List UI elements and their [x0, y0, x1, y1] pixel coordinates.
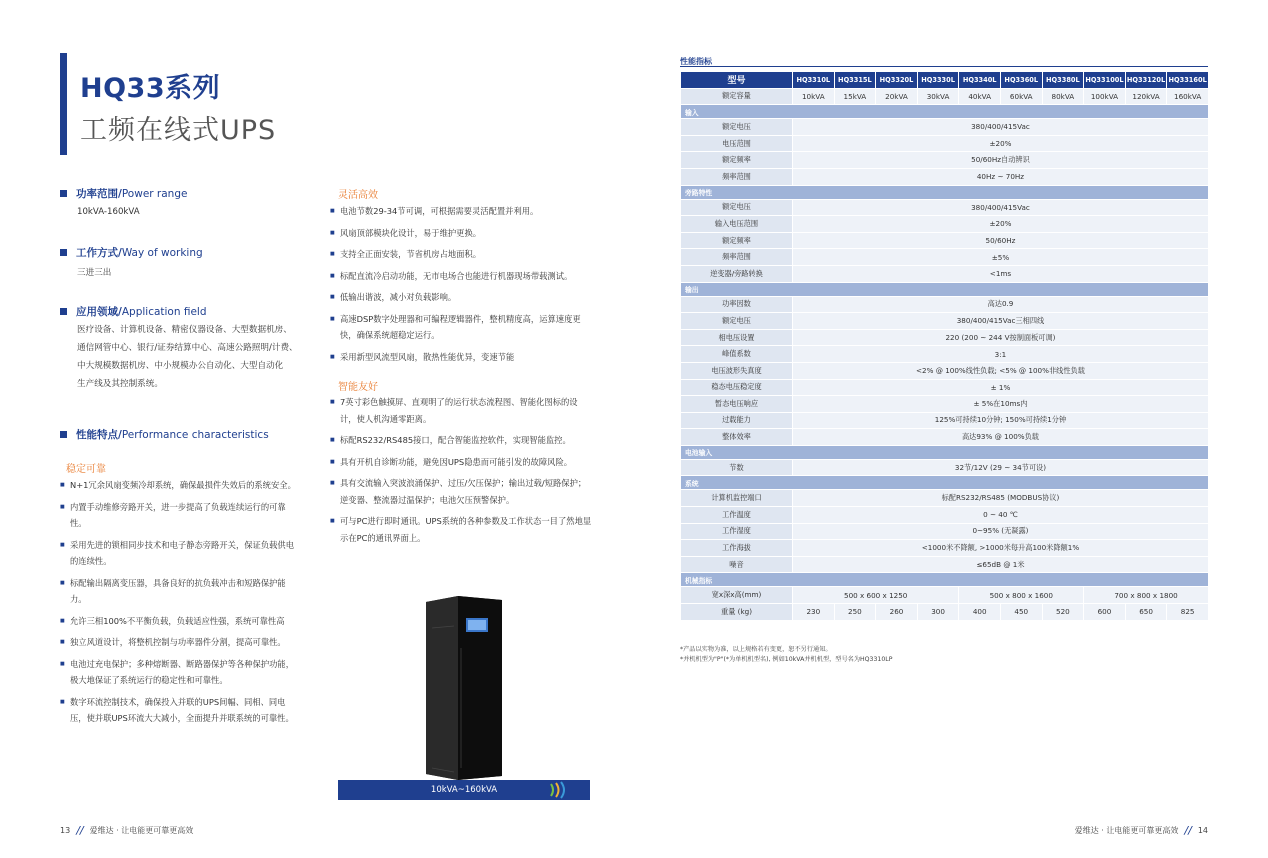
row-value: 50/60Hz自动辨识: [793, 152, 1209, 169]
model-name: HQ3315L: [834, 72, 876, 89]
section-square-icon: [60, 249, 67, 256]
row-label: 额定电压: [681, 119, 793, 136]
smart-heading: 智能友好: [338, 382, 378, 393]
table-row: [681, 135, 1209, 152]
text-line: 通信网管中心、银行/证券结算中心、高速公路照明/计费、: [77, 343, 298, 353]
table-row: [681, 296, 1209, 313]
section-row: [681, 105, 1209, 119]
model-name: HQ3320L: [876, 72, 918, 89]
series-title: HQ33系列: [80, 73, 221, 104]
section-square-icon: [60, 190, 67, 197]
section-row: [681, 573, 1209, 587]
row-value: <1ms: [793, 265, 1209, 282]
list-item: ■ 具有交流输入突波浪涌保护、过压/欠压保护；输出过载/短路保护；逆变器、整流器过温保护；电池欠压预警保护。: [330, 475, 592, 508]
model-name: HQ3380L: [1042, 72, 1084, 89]
capacity-cell: 160kVA: [1167, 88, 1209, 105]
weight-cell: 250: [834, 604, 876, 621]
row-value: 32节/12V (29 ~ 34节可设): [793, 459, 1209, 476]
row-label: 频率范围: [681, 249, 793, 266]
list-item: ■ 低输出谐波，减小对负载影响。: [330, 289, 592, 306]
row-value: <2% @ 100%线性负载; <5% @ 100%非线性负载: [793, 362, 1209, 379]
section-title-en: Application field: [121, 305, 207, 318]
weight-cell: 650: [1125, 604, 1167, 621]
row-value: 220 (200 ~ 244 V按制面板可调): [793, 329, 1209, 346]
section-label: 机械指标: [681, 573, 1209, 587]
row-value: ≤65dB @ 1米: [793, 556, 1209, 573]
row-label: 噪音: [681, 556, 793, 573]
dimension-cell: 700 x 800 x 1800: [1084, 587, 1209, 604]
flexible-heading: 灵活高效: [338, 190, 378, 201]
row-value: 40Hz ~ 70Hz: [793, 168, 1209, 185]
spec-header-row: [681, 72, 1209, 89]
capacity-cell: 100kVA: [1084, 88, 1126, 105]
section-title-zh: 应用领域/: [76, 306, 122, 318]
power-range-text: [77, 203, 140, 221]
stable-heading: 稳定可靠: [66, 464, 106, 475]
brand-wave-icon: [546, 780, 570, 800]
row-label: 计算机监控端口: [681, 490, 793, 507]
table-row: [681, 232, 1209, 249]
section-performance: [60, 427, 269, 442]
footer-left: [60, 824, 193, 837]
list-item: ■ 标配输出隔离变压器，具备良好的抗负载冲击和短路保护能力。: [60, 575, 300, 608]
row-label: 功率因数: [681, 296, 793, 313]
row-value: ± 5%在10ms内: [793, 396, 1209, 413]
table-row: [681, 249, 1209, 266]
table-row: [681, 540, 1209, 557]
section-title-en: Way of working: [121, 246, 203, 259]
row-value: 标配RS232/RS485 (MODBUS协议): [793, 490, 1209, 507]
table-row: [681, 168, 1209, 185]
row-value: 50/60Hz: [793, 232, 1209, 249]
title-accent-bar: [60, 53, 67, 155]
row-value: ±20%: [793, 135, 1209, 152]
footer-slogan: 爱维达 · 让电能更可靠更高效: [89, 826, 194, 835]
weight-cell: 450: [1000, 604, 1042, 621]
capacity-cell: 60kVA: [1000, 88, 1042, 105]
section-title-zh: 性能特点/: [76, 429, 122, 441]
section-title-zh: 功率范围/: [76, 188, 122, 200]
row-value: 125%可持续10分钟; 150%可持续1分钟: [793, 412, 1209, 429]
list-item: ■ 独立风道设计，将整机控制与功率器件分割，提高可靠性。: [60, 634, 300, 651]
divider-slash-icon: //: [1184, 824, 1192, 837]
row-label: 暂态电压响应: [681, 396, 793, 413]
row-label: 输入电压范围: [681, 216, 793, 233]
section-square-icon: [60, 431, 67, 438]
row-label: 工作温度: [681, 507, 793, 524]
section-application-field: [60, 304, 207, 319]
spec-table: [680, 71, 1209, 621]
text-line: 生产线及其控制系统。: [77, 379, 163, 389]
footer-right: [1075, 824, 1208, 837]
list-item: ■ 采用先进的锁相同步技术和电子静态旁路开关，保证负载供电的连续性。: [60, 537, 300, 570]
row-label: 逆变器/旁路转换: [681, 265, 793, 282]
table-row: [681, 265, 1209, 282]
model-name: HQ3360L: [1000, 72, 1042, 89]
section-row: [681, 476, 1209, 490]
table-row: [681, 313, 1209, 330]
product-caption: 10kVA~160kVA: [338, 780, 590, 800]
section-label: 输出: [681, 282, 1209, 296]
table-row: [681, 507, 1209, 524]
capacity-cell: 10kVA: [793, 88, 835, 105]
row-label: 节数: [681, 459, 793, 476]
capacity-cell: 80kVA: [1042, 88, 1084, 105]
capacity-cell: 120kVA: [1125, 88, 1167, 105]
row-value: 高达93% @ 100%负载: [793, 429, 1209, 446]
stable-list: [60, 477, 300, 732]
text-line: 三进三出: [77, 268, 112, 278]
capacity-cell: 20kVA: [876, 88, 918, 105]
model-name: HQ3310L: [793, 72, 835, 89]
spec-notes: [680, 645, 892, 665]
model-name: HQ33100L: [1084, 72, 1126, 89]
note-line: *并机机型为"P"(*为单机机型名), 例如10kVA并机机型，型号名为HQ3310LP: [680, 656, 893, 663]
row-label: 频率范围: [681, 168, 793, 185]
model-header: 型号: [681, 72, 793, 89]
spec-divider: [680, 66, 1208, 67]
way-of-working-text: [77, 264, 111, 282]
list-item: ■ 数字环流控制技术，确保投入并联的UPS间幅、同相、同电压，使并联UPS环流大大减小，全面提升并联系统的可靠性。: [60, 694, 300, 727]
dimension-cell: 500 x 600 x 1250: [793, 587, 959, 604]
section-square-icon: [60, 308, 67, 315]
capacity-cell: 15kVA: [834, 88, 876, 105]
page-number: 13: [60, 826, 71, 835]
section-label: 输入: [681, 105, 1209, 119]
table-row: [681, 329, 1209, 346]
list-item: ■ 标配直流冷启动功能，无市电场合也能进行机器现场带载测试。: [330, 268, 592, 285]
row-value: 3:1: [793, 346, 1209, 363]
table-row: [681, 396, 1209, 413]
table-row: [681, 587, 1209, 604]
row-label: 额定频率: [681, 152, 793, 169]
weight-cell: 260: [876, 604, 918, 621]
model-name: HQ3330L: [917, 72, 959, 89]
footer-slogan: 爱维达 · 让电能更可靠更高效: [1074, 826, 1179, 835]
flexible-list: [330, 203, 592, 370]
list-item: ■ 可与PC进行即时通讯。UPS系统的各种参数及工作状态一目了然地显示在PC的通讯界面上。: [330, 513, 592, 546]
list-item: ■ 高速DSP数字处理器和可编程逻辑器件，整机精度高，运算速度更快，确保系统超稳定运行。: [330, 311, 592, 344]
table-row: [681, 490, 1209, 507]
list-item: ■ 电池过充电保护；多种熔断器、断路器保护等各种保护功能，极大地保证了系统运行的稳定性和可靠性。: [60, 656, 300, 689]
note-line: *产品以实物为准，以上规格若有变更，恕不另行通知。: [680, 646, 832, 653]
model-name: HQ33120L: [1125, 72, 1167, 89]
list-item: ■ 7英寸彩色触摸屏、直观明了的运行状态流程图、智能化图标的设计，使人机沟通零距离。: [330, 394, 592, 427]
list-item: ■ 采用新型风流型风扇，散热性能优异，变速节能: [330, 349, 592, 366]
list-item: ■ 风扇顶部模块化设计，易于维护更换。: [330, 225, 592, 242]
table-row: [681, 523, 1209, 540]
row-label: 额定电压: [681, 313, 793, 330]
list-item: ■ 支持全正面安装，节省机房占地面积。: [330, 246, 592, 263]
row-label: 过载能力: [681, 412, 793, 429]
table-row: [681, 152, 1209, 169]
ups-cabinet-image: [338, 588, 590, 780]
section-title-zh: 工作方式/: [76, 247, 122, 259]
row-label: 额定电压: [681, 199, 793, 216]
table-row: [681, 556, 1209, 573]
table-row: [681, 119, 1209, 136]
row-value: 0~95% (无凝露): [793, 523, 1209, 540]
model-name: HQ3340L: [959, 72, 1001, 89]
section-title-en: Performance characteristics: [121, 428, 269, 441]
row-label: 额定容量: [681, 88, 793, 105]
table-row: [681, 379, 1209, 396]
list-item: ■ N+1冗余风扇变频冷却系统，确保最损件失效后的系统安全。: [60, 477, 300, 494]
capacity-cell: 30kVA: [917, 88, 959, 105]
section-label: 系统: [681, 476, 1209, 490]
table-row: [681, 362, 1209, 379]
section-label: 电池输入: [681, 445, 1209, 459]
weight-cell: 825: [1167, 604, 1209, 621]
section-label: 旁路特性: [681, 185, 1209, 199]
section-row: [681, 282, 1209, 296]
weight-cell: 520: [1042, 604, 1084, 621]
list-item: ■ 内置手动维修旁路开关，进一步提高了负载连续运行的可靠性。: [60, 499, 300, 532]
table-row: [681, 199, 1209, 216]
row-label: 电压波形失真度: [681, 362, 793, 379]
application-field-text: [77, 321, 298, 393]
capacity-cell: 40kVA: [959, 88, 1001, 105]
section-title-en: Power range: [121, 187, 188, 200]
weight-cell: 230: [793, 604, 835, 621]
row-label: 整体效率: [681, 429, 793, 446]
table-row: [681, 346, 1209, 363]
row-value: 380/400/415Vac: [793, 199, 1209, 216]
table-row: [681, 429, 1209, 446]
row-label: 工作湿度: [681, 523, 793, 540]
row-value: 高达0.9: [793, 296, 1209, 313]
list-item: ■ 具有开机自诊断功能，避免因UPS隐患而可能引发的故障风险。: [330, 454, 592, 471]
page-number: 14: [1197, 826, 1208, 835]
row-value: 380/400/415Vac: [793, 119, 1209, 136]
row-label: 电压范围: [681, 135, 793, 152]
table-row: [681, 88, 1209, 105]
model-name: HQ33160L: [1167, 72, 1209, 89]
list-item: ■ 允许三相100%不平衡负载，负载适应性强，系统可靠性高: [60, 613, 300, 630]
row-label: 宽x深x高(mm): [681, 587, 793, 604]
row-value: 0 ~ 40 ℃: [793, 507, 1209, 524]
section-row: [681, 185, 1209, 199]
row-label: 重量 (kg): [681, 604, 793, 621]
text-line: 10kVA-160kVA: [77, 207, 140, 217]
table-row: [681, 604, 1209, 621]
row-label: 工作海拔: [681, 540, 793, 557]
row-label: 峰值系数: [681, 346, 793, 363]
weight-cell: 300: [917, 604, 959, 621]
section-power-range: [60, 186, 187, 201]
row-value: 380/400/415Vac三相四线: [793, 313, 1209, 330]
series-subtitle: 工频在线式UPS: [80, 115, 277, 146]
spec-label: 性能指标: [680, 57, 712, 66]
text-line: 中大规模数据机房、中小规模办公自动化、大型自动化: [77, 361, 284, 371]
section-row: [681, 445, 1209, 459]
weight-cell: 400: [959, 604, 1001, 621]
row-label: 相电压设置: [681, 329, 793, 346]
row-value: <1000米不降额, >1000米每升高100米降额1%: [793, 540, 1209, 557]
divider-slash-icon: //: [76, 824, 84, 837]
product-image-block: [338, 588, 590, 800]
section-way-of-working: [60, 245, 203, 260]
row-label: 稳态电压稳定度: [681, 379, 793, 396]
table-row: [681, 216, 1209, 233]
row-value: ± 1%: [793, 379, 1209, 396]
list-item: ■ 电池节数29-34节可调，可根据需要灵活配置并利用。: [330, 203, 592, 220]
dimension-cell: 500 x 800 x 1600: [959, 587, 1084, 604]
smart-list: [330, 394, 592, 551]
list-item: ■ 标配RS232/RS485接口，配合智能监控软件，实现智能监控。: [330, 432, 592, 449]
row-label: 额定频率: [681, 232, 793, 249]
text-line: 医疗设备、计算机设备、精密仪器设备、大型数据机房、: [77, 325, 292, 335]
table-row: [681, 459, 1209, 476]
table-row: [681, 412, 1209, 429]
weight-cell: 600: [1084, 604, 1126, 621]
row-value: ±20%: [793, 216, 1209, 233]
row-value: ±5%: [793, 249, 1209, 266]
